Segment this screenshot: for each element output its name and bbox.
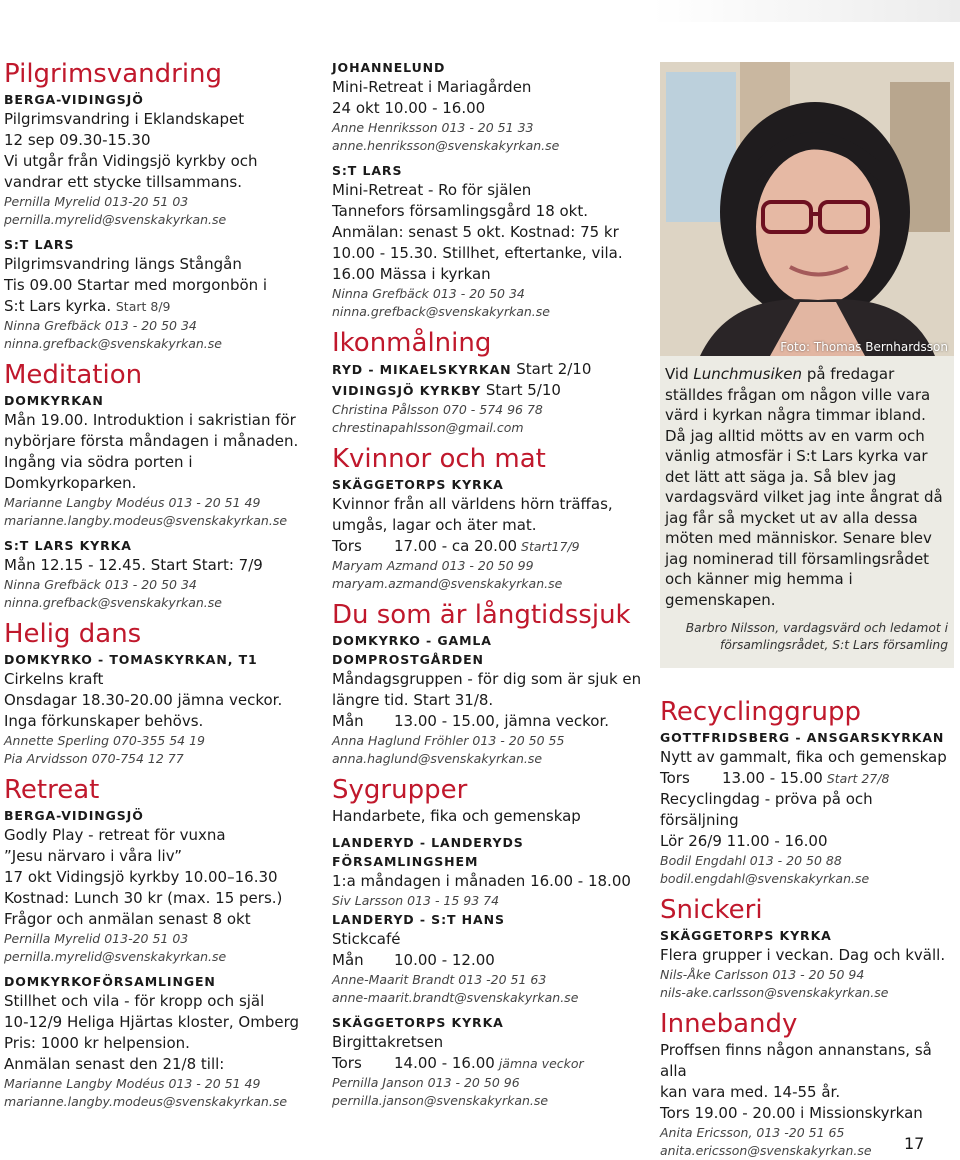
contact-email[interactable]: anne.henriksson@svenskakyrkan.se <box>332 138 560 153</box>
location-label: VIDINGSJÖ KYRKBY <box>332 383 482 398</box>
section-title-retreat: Retreat <box>4 775 100 805</box>
event-note: jämna veckor <box>494 1056 584 1071</box>
event-text: Flera grupper i veckan. Dag och kväll. <box>660 946 946 964</box>
start-date: Start 27/8 <box>822 771 890 786</box>
event-text: umgås, lagar och äter mat. <box>332 516 537 534</box>
event-text: Lör 26/9 11.00 - 16.00 <box>660 832 828 850</box>
quote-text <box>665 364 948 610</box>
event-text: Anmälan senast den 21/8 till: <box>4 1055 225 1073</box>
event-text: Pilgrimsvandring i Eklandskapet <box>4 110 245 128</box>
section-title-pilgrimsvandring: Pilgrimsvandring <box>4 59 223 89</box>
contact-name: Ninna Grefbäck 013 - 20 50 34 <box>4 318 197 333</box>
event-text: Mån 19.00. Introduktion i sakristian för <box>4 411 296 429</box>
contact-email[interactable]: pernilla.janson@svenskakyrkan.se <box>332 1093 549 1108</box>
event-text <box>332 380 642 401</box>
section-title-sygrupper: Sygrupper <box>332 775 468 805</box>
event-text-part: S:t Lars kyrka. <box>4 297 116 315</box>
event-time-range: 13.00 - 15.00 <box>722 769 823 787</box>
location-label: GOTTFRIDSBERG - ANSGARSKYRKAN <box>660 730 945 745</box>
photo-credit: Foto: Thomas Bernhardsson <box>780 340 948 354</box>
section-title-langtidssjuk: Du som är långtidssjuk <box>332 600 631 630</box>
event-time <box>332 950 642 971</box>
event-text: ”Jesu närvaro i våra liv” <box>4 847 183 865</box>
start-date: Start 2/10 <box>511 360 592 378</box>
contact-name: Christina Pålsson 070 - 574 96 78 <box>332 402 543 417</box>
section-title-kvinnor-och-mat: Kvinnor och mat <box>332 444 546 474</box>
location-label: S:T LARS <box>4 237 75 252</box>
event-time-range: 14.00 - 16.00 <box>394 1054 495 1072</box>
event-text: Frågor och anmälan senast 8 okt <box>4 910 251 928</box>
contact-name: Anne Henriksson 013 - 20 51 33 <box>332 120 534 135</box>
contact-email[interactable]: chrestinapahlsson@gmail.com <box>332 420 524 435</box>
event-time <box>332 711 642 732</box>
event-title: Cirkelns kraft <box>4 670 104 688</box>
contact-name: Siv Larsson 013 - 15 93 74 <box>332 893 500 908</box>
event-title: Stickcafé <box>332 930 401 948</box>
event-text: Pilgrimsvandring längs Stångån <box>4 255 242 273</box>
event-text: Måndagsgruppen - för dig som är sjuk en <box>332 670 642 688</box>
quote-signature <box>665 620 948 654</box>
event-text: 1:a måndagen i månaden 16.00 - 18.00 <box>332 872 631 890</box>
event-text: Tannefors församlingsgård 18 okt. <box>332 202 589 220</box>
event-day: Mån <box>332 712 364 730</box>
contact-email[interactable]: maryam.azmand@svenskakyrkan.se <box>332 576 563 591</box>
contact-name: Anita Ericsson, 013 -20 51 65 <box>660 1125 845 1140</box>
event-time-range: 17.00 - ca 20.00 <box>394 537 518 555</box>
event-text: Onsdagar 18.30-20.00 jämna veckor. <box>4 691 283 709</box>
event-time <box>660 768 952 789</box>
section-title-innebandy: Innebandy <box>660 1009 798 1039</box>
quote-box <box>660 356 954 668</box>
event-time <box>332 1053 642 1074</box>
location-label: S:T LARS <box>332 163 403 178</box>
event-text: 10.00 - 15.30. Stillhet, eftertanke, vila. <box>332 244 623 262</box>
page-number: 17 <box>904 1134 925 1153</box>
event-text <box>332 359 642 380</box>
contact-name: Marianne Langby Modéus 013 - 20 51 49 <box>4 1076 261 1091</box>
location-label: DOMKYRKAN <box>4 393 104 408</box>
section-title-helig-dans: Helig dans <box>4 619 142 649</box>
quote-text-part: Vid <box>665 365 694 383</box>
portrait-illustration <box>660 62 954 356</box>
contact-email[interactable]: marianne.langby.modeus@svenskakyrkan.se <box>4 1094 288 1109</box>
event-text: Pris: 1000 kr helpension. <box>4 1034 190 1052</box>
event-text: Inga förkunskaper behövs. <box>4 712 204 730</box>
event-day: Mån <box>332 951 364 969</box>
location-label: LANDERYD - LANDERYDS FÖRSAMLINGSHEM <box>332 835 524 869</box>
column-1 <box>4 58 314 1111</box>
start-date: Start 8/9 <box>115 299 171 314</box>
location-label: LANDERYD - S:T HANS <box>332 912 505 927</box>
location-label: RYD - MIKAELSKYRKAN <box>332 362 512 377</box>
event-text: Ingång via södra porten i Domkyrkoparken. <box>4 453 193 492</box>
event-text: 10-12/9 Heliga Hjärtas kloster, Omberg <box>4 1013 299 1031</box>
location-label: BERGA-VIDINGSJÖ <box>4 92 144 107</box>
contact-name: Nils-Åke Carlsson 013 - 20 50 94 <box>660 967 865 982</box>
contact-name: Anna Haglund Fröhler 013 - 20 50 55 <box>332 733 565 748</box>
contact-name: Marianne Langby Modéus 013 - 20 51 49 <box>4 495 261 510</box>
section-title-snickeri: Snickeri <box>660 895 763 925</box>
contact-name: Ninna Grefbäck 013 - 20 50 34 <box>332 286 525 301</box>
event-time <box>332 536 642 557</box>
location-label: DOMKYRKO - TOMASKYRKAN, T1 <box>4 652 258 667</box>
event-text: Mån 12.15 - 12.45. Start Start: 7/9 <box>4 556 263 574</box>
event-text <box>4 296 314 317</box>
event-text: Recyclingdag - pröva på och försäljning <box>660 790 873 829</box>
event-text: Vi utgår från Vidingsjö kyrkby och <box>4 152 258 170</box>
event-text: Tis 09.00 Startar med morgonbön i <box>4 276 268 294</box>
event-text: Kvinnor från all världens hörn träffas, <box>332 495 613 513</box>
contact-name: Pernilla Myrelid 013-20 51 03 <box>4 194 189 209</box>
contact-email[interactable]: anna.haglund@svenskakyrkan.se <box>332 751 543 766</box>
event-text: Anmälan: senast 5 okt. Kostnad: 75 kr <box>332 223 619 241</box>
event-text: Kostnad: Lunch 30 kr (max. 15 pers.) <box>4 889 283 907</box>
section-title-ikonmalning: Ikonmålning <box>332 328 492 358</box>
event-text: Tors 19.00 - 20.00 i Missionskyrkan <box>660 1104 923 1122</box>
event-day: Tors <box>660 769 690 787</box>
contact-email[interactable]: bodil.engdahl@svenskakyrkan.se <box>660 871 870 886</box>
event-title: Birgittakretsen <box>332 1033 444 1051</box>
contact-email[interactable]: marianne.langby.modeus@svenskakyrkan.se <box>4 513 288 528</box>
contact-email[interactable]: anita.ericsson@svenskakyrkan.se <box>660 1143 872 1158</box>
location-label: S:T LARS KYRKA <box>4 538 132 553</box>
contact-email[interactable]: ninna.grefback@svenskakyrkan.se <box>332 304 550 319</box>
column-3 <box>660 62 952 1160</box>
location-label: SKÄGGETORPS KYRKA <box>332 477 504 492</box>
signature-line: Barbro Nilsson, vardagsvärd och ledamot i <box>685 621 948 635</box>
section-intro: Handarbete, fika och gemenskap <box>332 807 581 825</box>
event-day: Tors <box>332 537 362 555</box>
event-text: 12 sep 09.30-15.30 <box>4 131 151 149</box>
start-date: Start17/9 <box>517 539 580 554</box>
section-title-meditation: Meditation <box>4 360 143 390</box>
section-title-recyclinggrupp: Recyclinggrupp <box>660 697 861 727</box>
column-2 <box>332 58 642 1110</box>
event-text: 17 okt Vidingsjö kyrkby 10.00–16.30 <box>4 868 278 886</box>
contact-name: Anne-Maarit Brandt 013 -20 51 63 <box>332 972 547 987</box>
location-label: DOMKYRKO - GAMLA DOMPROSTGÅRDEN <box>332 633 492 667</box>
event-text: längre tid. Start 31/8. <box>332 691 494 709</box>
contact-name: Maryam Azmand 013 - 20 50 99 <box>332 558 534 573</box>
event-day: Tors <box>332 1054 362 1072</box>
contact-email[interactable]: ninna.grefback@svenskakyrkan.se <box>4 336 222 351</box>
contact-email[interactable]: nils-ake.carlsson@svenskakyrkan.se <box>660 985 889 1000</box>
event-text: 24 okt 10.00 - 16.00 <box>332 99 486 117</box>
event-title: Mini-Retreat - Ro för själen <box>332 181 532 199</box>
start-date: Start 5/10 <box>481 381 561 399</box>
contact-name: Bodil Engdahl 013 - 20 50 88 <box>660 853 842 868</box>
event-text: nybörjare första måndagen i månaden. <box>4 432 299 450</box>
quote-text-part: på fredagar ställdes frågan om någon ville vara värd i kyrkan några timmar ibland. Då jag alltid mötts av en varm och vänlig atmosfär i S:t Lars kyrka var det lätt att säga ja. Så blev jag vardagsvärd vilket jag inte ångrat då jag får så mycket ut av alla dessa möten med människor. Senare blev jag nominerad till församlingsrådet och känner mig hemma i gemenskapen. <box>665 365 943 609</box>
location-label: SKÄGGETORPS KYRKA <box>332 1015 504 1030</box>
contact-email[interactable]: anne-maarit.brandt@svenskakyrkan.se <box>332 990 579 1005</box>
event-time-range: 10.00 - 12.00 <box>394 951 495 969</box>
contact-name: Pernilla Myrelid 013-20 51 03 <box>4 931 189 946</box>
contact-email[interactable]: pernilla.myrelid@svenskakyrkan.se <box>4 212 227 227</box>
portrait-photo <box>660 62 954 356</box>
event-title: Stillhet och vila - för kropp och själ <box>4 992 265 1010</box>
contact-name: Pia Arvidsson 070-754 12 77 <box>4 751 184 766</box>
event-text: Proffsen finns någon annanstans, så alla <box>660 1041 932 1080</box>
event-time-range: 13.00 - 15.00, jämna veckor. <box>394 712 610 730</box>
event-text: 16.00 Mässa i kyrkan <box>332 265 491 283</box>
contact-name: Ninna Grefbäck 013 - 20 50 34 <box>4 577 197 592</box>
location-label: BERGA-VIDINGSJÖ <box>4 808 144 823</box>
location-label: SKÄGGETORPS KYRKA <box>660 928 832 943</box>
event-text: Nytt av gammalt, fika och gemenskap <box>660 748 947 766</box>
contact-name: Annette Sperling 070-355 54 19 <box>4 733 206 748</box>
event-title: Godly Play - retreat för vuxna <box>4 826 226 844</box>
location-label: JOHANNELUND <box>332 60 446 75</box>
location-label: DOMKYRKOFÖRSAMLINGEN <box>4 974 216 989</box>
top-band <box>0 0 960 22</box>
event-text: vandrar ett stycke tillsammans. <box>4 173 243 191</box>
contact-name: Pernilla Janson 013 - 20 50 96 <box>332 1075 520 1090</box>
event-text: kan vara med. 14-55 år. <box>660 1083 841 1101</box>
contact-email[interactable]: pernilla.myrelid@svenskakyrkan.se <box>4 949 227 964</box>
contact-email[interactable]: ninna.grefback@svenskakyrkan.se <box>4 595 222 610</box>
quote-emphasis: Lunchmusiken <box>693 365 803 383</box>
signature-line: församlingsrådet, S:t Lars församling <box>720 638 948 652</box>
event-title: Mini-Retreat i Mariagården <box>332 78 532 96</box>
